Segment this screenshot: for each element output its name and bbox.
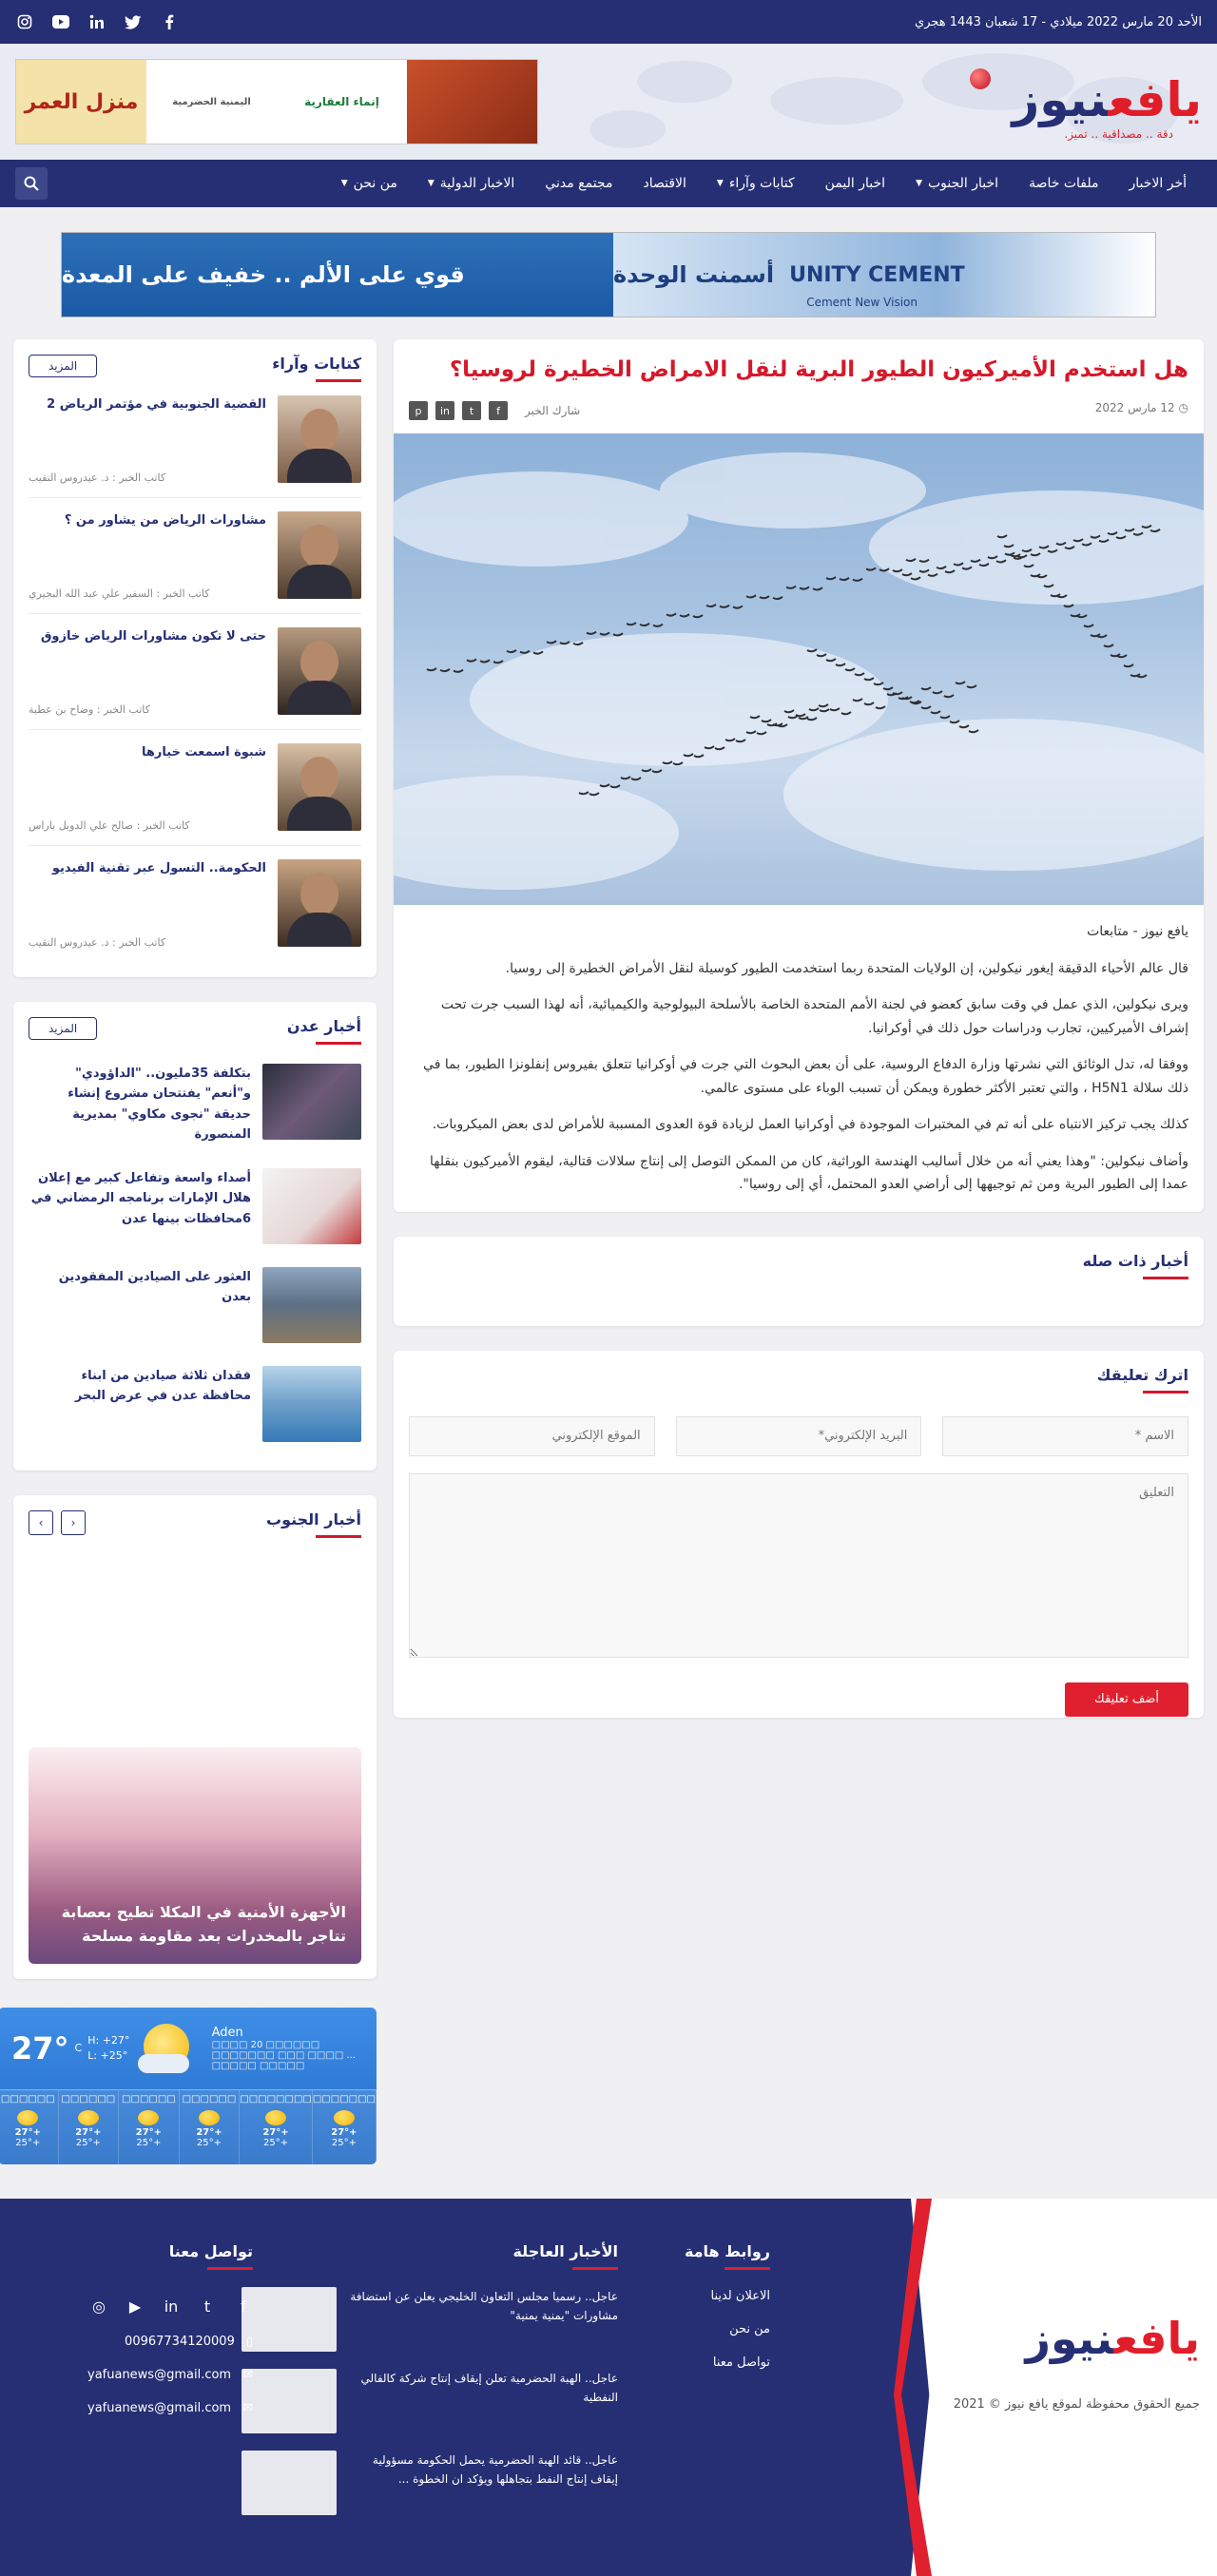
bird-shape [600,784,609,786]
article-paragraph: وأضاف نيكولين: "وهذا يعني أنه من خلال أساليب الهندسة الوراثية، كان من الممكن التوصل إلى إنتاج سلالات قتالية، ليقوم الأميركيون بنقلها عمدا إلى الطيور البرية ومن ثم توجيهها إلى أراضي العدو المحتمل، أي إلى روسيا". [429,1153,1188,1193]
nav-item-label: اخبار اليمن [824,176,886,191]
bird-shape [520,651,530,653]
ad-left-text: اليمنية الحضرمية [146,60,277,144]
footer-logo-red: يافع [1113,2313,1200,2364]
bird-shape [653,625,663,626]
nav-item[interactable] [702,176,810,191]
footer-link[interactable]: تواصل معنا [712,2355,770,2370]
unity-cement-ad [613,233,1155,317]
bird-shape [760,596,769,598]
nav-item-label: اخبار الجنوب [927,176,999,191]
forecast-day [119,2090,180,2164]
share-facebook-icon[interactable]: f [489,401,508,420]
mail-icon: ✉ [242,2368,253,2382]
bird-shape [940,716,950,718]
bird-shape [666,614,676,616]
comment-textarea[interactable] [409,1473,1188,1658]
footer-email2-row [44,2401,253,2415]
unity-sub-text: Cement New Vision [806,296,918,309]
sun-icon [78,2110,99,2125]
article-meta [409,401,1188,420]
bird-shape [547,642,556,644]
south-title: أخبار الجنوب [266,1510,361,1538]
instagram-icon[interactable] [15,12,34,31]
clock-icon: ◷ [1174,401,1188,415]
bird-shape [600,633,609,635]
footer-contact-col [44,2242,253,2415]
forecast-day-name: □□□□□□ [182,2093,237,2105]
globe-icon [970,68,991,89]
article-paragraph: كذلك يجب تركيز الانتباه على أنه تم في المختبرات الموجودة في أوكرانيا العمل لزيادة قوة العدوى المسببة للأمراض لدى بعض الميكروبات. [432,1117,1188,1133]
logo-tagline: دقة .. مصداقية .. تميز. [1064,127,1173,141]
aden-title: أخبار عدن [287,1017,361,1045]
opinion-title: شبوة اسمعت خيارها [142,745,266,759]
bird-shape [883,687,893,689]
aden-list [29,1054,361,1455]
opinion-author: كاتب الخبر : صالح علي الدويل باراس [29,819,190,832]
top-bar [0,0,1217,44]
weather-temp: 27° [11,2029,69,2067]
bird-shape [746,596,756,598]
nav-item-label: أخر الاخبار [1129,176,1187,191]
bird-shape [1124,664,1133,666]
sun-icon [199,2110,220,2125]
comment-form-title: اترك تعليقك [1097,1366,1188,1394]
bird-shape [733,606,743,608]
bird-shape [680,615,689,617]
footer-email2[interactable]: yafuanews@gmail.com [87,2401,232,2415]
forecast-day [240,2090,313,2164]
opinions-title: كتابات وآراء [272,355,361,382]
news-thumbnail [262,1267,361,1343]
forecast-day [180,2090,241,2164]
bird-shape [720,606,729,607]
forecast-low: 25°+ [136,2137,162,2148]
article-date-text: 12 مارس 2022 [1094,401,1175,415]
ad-building-image [407,60,537,144]
chevron-down-icon: ▼ [716,179,724,188]
footer-breaking-title: الأخبار العاجلة [512,2242,618,2270]
phone-icon: ▯ [245,2335,253,2349]
article-paragraph: قال عالم الأحياء الدقيقة إيغور نيكولين، إن الولايات المتحدة ربما استخدمت الطيور كوسيلة لنقل الأمراض الخطيرة إلى روسيا. [505,960,1188,976]
nav-item[interactable] [628,176,701,191]
sun-icon [334,2110,355,2125]
nav-item-label: ملفات خاصة [1029,176,1099,191]
forecast-high: 27°+ [135,2126,163,2138]
nav-item[interactable] [900,176,1014,191]
date-text: الأحد 20 مارس 2022 ميلادي - 17 شعبان 1443 هجري [915,14,1202,29]
bird-shape [1104,644,1113,646]
bird-shape [507,650,516,652]
aden-news-item[interactable] [29,1054,361,1159]
website-field[interactable] [409,1416,655,1456]
footer-twitter-icon[interactable]: t [203,2297,211,2316]
opinion-author: كاتب الخبر : د. عيدروس النقيب [29,936,166,949]
opinion-title: الحكومة.. التسول عبر تقنية الفيديو [51,861,266,875]
next-arrow-icon[interactable]: › [61,1510,86,1535]
aden-news-card [13,1002,377,1471]
author-photo [278,395,361,483]
bird-shape [652,770,662,772]
opinion-item[interactable] [29,498,361,614]
comment-inputs-row [409,1416,1188,1456]
main-column [394,339,1204,1718]
nav-item[interactable] [326,176,413,191]
footer-logo-dark: نيوز [1025,2313,1114,2364]
south-news-card [13,1495,377,1979]
opinion-title: حتى لا تكون مشاورات الرياض خازوق [40,629,266,644]
forecast-high: 27°+ [75,2126,102,2138]
mail-icon: ✉ [242,2401,253,2415]
unity-en-text: UNITY CEMENT [789,262,965,287]
nav-item-label: مجتمع مدني [545,176,613,191]
news-thumbnail [262,1064,361,1140]
opinion-author: كاتب الخبر : وضاح بن عطية [29,703,150,716]
author-photo [278,511,361,599]
footer-instagram-icon[interactable]: ◎ [92,2297,106,2316]
author-photo [278,859,361,947]
nav-item-label: كتابات وآراء [728,176,795,191]
forecast-day-name: □□□□□□□ [312,2093,376,2105]
opinion-item[interactable] [29,382,361,498]
footer-link[interactable]: من نحن [729,2322,770,2336]
opinion-title: مشاورات الرياض من يشاور من ؟ [64,513,266,528]
bird-shape [893,692,902,694]
logo-red-text: يافع [1108,72,1202,127]
forecast-day-name: □□□□□□ [122,2093,176,2105]
chevron-down-icon: ▼ [340,179,348,188]
painkiller-ad [62,233,613,317]
main-nav [0,160,1217,207]
nav-item[interactable] [810,176,900,191]
footer-links-col [628,2242,770,2370]
breaking-news-item[interactable] [241,2287,618,2352]
bird-shape [631,778,641,779]
weather-high: H: +27° [87,2034,130,2047]
bird-shape [826,577,836,579]
bird-shape [427,668,436,670]
breaking-news-text: عاجل.. رسميا مجلس التعاون الخليجي يعلن عن استضافة مشاورات "يمنية يمنية" [350,2290,618,2323]
facebook-icon[interactable] [160,12,179,31]
linkedin-icon[interactable] [87,12,106,31]
bird-shape [706,605,716,606]
weather-line3: □□□□□ □□□□□ [211,2060,305,2071]
author-photo [278,743,361,831]
forecast-day [0,2090,59,2164]
news-thumbnail [262,1168,361,1244]
bird-shape [440,669,450,671]
bird-shape [467,660,476,662]
footer-socials [44,2297,253,2316]
bird-shape [933,691,942,693]
related-news-card [394,1237,1204,1326]
bird-shape [587,632,596,634]
forecast-low: 25°+ [75,2137,101,2148]
breaking-news-text: عاجل.. الهبة الحضرمية تعلن إيقاف إنتاج شركة كالفالي النفطية [360,2372,618,2405]
author-photo [278,627,361,715]
bird-shape [480,661,490,663]
chevron-down-icon: ▼ [427,179,435,188]
share-bar [409,401,580,420]
search-icon [24,176,39,191]
aden-news-title: أصداء واسعة وتفاعل كبير مع إعلان هلال الإمارات برنامجه الرمضاني في 6محافظات بينها عدن [30,1170,251,1226]
south-slide[interactable] [29,1747,361,1964]
share-pinterest-icon[interactable]: p [409,401,428,420]
bird-shape [560,642,570,644]
youtube-icon[interactable] [51,12,70,31]
bird-shape [493,661,503,663]
related-title: أخبار ذات صله [1083,1252,1188,1279]
opinions-list [29,382,361,962]
aden-news-item[interactable] [29,1258,361,1356]
footer-phone[interactable]: 00967734120009 [125,2335,235,2349]
bird-shape [967,685,976,687]
email-field[interactable] [676,1416,922,1456]
opinion-item[interactable] [29,730,361,846]
banner-advertisement[interactable] [61,232,1156,317]
opinion-author: كاتب الخبر : السفير علي عبد الله البجيري [29,587,210,600]
sidebar [0,339,377,2164]
aden-news-title: فقدان ثلاثة صيادين من ابناء محافظة عدن في عرض البحر [74,1368,251,1404]
sun-cloud-icon [138,2022,199,2075]
breaking-news-item[interactable] [241,2369,618,2433]
forecast-high: 27°+ [14,2126,41,2138]
nav-item-label: الاقتصاد [643,176,686,191]
footer-email1-row [44,2368,253,2382]
bird-shape [454,670,463,672]
forecast-day-name: □□□□□□□□ [240,2093,312,2105]
footer-youtube-icon[interactable]: ▶ [128,2297,142,2316]
weather-low: L: +25° [87,2048,128,2062]
weather-line1: □□□□ 20 □□□□□□ [211,2039,320,2050]
footer-linkedin-icon[interactable]: in [164,2297,179,2316]
bird-shape [931,711,940,713]
aden-news-item[interactable] [29,1356,361,1455]
opinion-item[interactable] [29,846,361,962]
forecast-low: 25°+ [262,2137,289,2148]
breaking-news-thumbnail [241,2369,337,2433]
footer-email1[interactable]: yafuanews@gmail.com [87,2368,232,2382]
site-logo[interactable] [974,59,1202,144]
bird-shape [627,623,636,625]
bird-shape [813,588,822,590]
sun-icon [138,2110,159,2125]
bird-shape [642,769,651,771]
forecast-day [313,2090,377,2164]
submit-comment-button[interactable]: أضف تعليقك [1065,1682,1188,1717]
aden-news-title: بتكلفة 35مليون.. "الداؤودي" و"أنعم" يفتتحان مشروع إنشاء حديقة "نجوى مكاوي" بمديرية المنصورة [68,1067,251,1143]
article-body [409,905,1188,1197]
footer-facebook-icon[interactable]: f [241,2297,246,2316]
bird-shape [786,586,796,588]
bird-shape [773,597,782,599]
bird-shape [640,624,649,625]
bird-shape [1064,605,1073,606]
nav-item[interactable] [1014,176,1113,191]
news-thumbnail [262,1366,361,1442]
bird-shape [693,615,703,617]
search-button[interactable] [15,167,48,200]
ad-right-text: منزل العمر [16,60,146,144]
forecast-high: 27°+ [196,2126,222,2138]
article-paragraph: ويرى نيكولين، الذي عمل في وقت سابق كعضو في لجنة الأمم المتحدة الخاصة بالأسلحة البيولوجية والكيميائية، أنه لهذا السبب جرت تحت إشراف الأميركيين، تجارب ودراسات حول ذلك في أوكرانيا. [440,997,1188,1036]
footer-phone-row [44,2335,253,2349]
ad-mid-text: إنماء العقارية [277,60,407,144]
slider-arrows [29,1510,86,1535]
twitter-icon[interactable] [124,12,143,31]
header-advertisement[interactable] [15,59,538,144]
nav-item[interactable] [1114,176,1203,191]
forecast-day-name: □□□□□□ [0,2093,55,2105]
opinion-title: القضية الجنوبية في مؤتمر الرياض 2 [47,397,266,412]
article-date [1095,401,1188,414]
article-title: هل استخدم الأميركيون الطيور البرية لنقل الامراض الخطيرة لروسيا؟ [449,357,1188,382]
bird-shape [621,777,630,779]
bird-shape [921,687,931,689]
footer-link[interactable]: الاعلان لدينا [710,2289,770,2303]
bird-shape [853,579,862,581]
article-photo-birds [394,433,1204,905]
bird-shape [866,568,876,570]
forecast-high: 27°+ [331,2126,357,2138]
forecast-day [59,2090,120,2164]
weather-unit: C [74,2042,83,2055]
footer-logo[interactable] [943,2313,1200,2415]
site-footer [0,2199,1217,2576]
footer-links-title: روابط هامة [685,2242,770,2270]
share-twitter-icon[interactable]: t [462,401,481,420]
nav-item-label: الاخبار الدولية [439,176,515,191]
opinion-author: كاتب الخبر : د. عيدروس النقيب [29,471,166,484]
bird-shape [800,587,809,589]
aden-news-item[interactable] [29,1159,361,1258]
weather-city: Aden [211,2025,243,2040]
share-label: شارك الخبر [525,404,581,418]
bird-shape [613,634,623,636]
article-card [394,339,1204,1212]
breaking-news-text: عاجل.. قائد الهبة الحضرمية يحمل الحكومة مسؤولية إيقاف إنتاج النفط بتجاهلها ويؤكد ان الخطوة ... [372,2453,618,2487]
forecast-high: 27°+ [262,2126,289,2138]
bird-shape [1084,625,1093,626]
name-field[interactable] [942,1416,1188,1456]
sun-icon [265,2110,286,2125]
bird-shape [921,706,931,708]
chevron-down-icon: ▼ [916,179,922,188]
forecast-low: 25°+ [15,2137,41,2148]
bird-shape [956,682,965,683]
forecast-low: 25°+ [196,2137,222,2148]
logo-dark-text: نيوز [1012,72,1109,127]
forecast-day-name: □□□□□□ [61,2093,116,2105]
footer-contact-title: تواصل معنا [169,2242,253,2270]
opinion-item[interactable] [29,614,361,730]
bird-shape [944,695,954,697]
nav-item[interactable] [413,176,530,191]
aden-news-title: العثور على الصيادين المفقودين بعدن [58,1269,251,1305]
aden-more-button[interactable]: المزيد [29,1017,97,1040]
share-linkedin-icon[interactable]: in [435,401,454,420]
breaking-news-thumbnail [241,2451,337,2515]
breaking-news-item[interactable] [241,2451,618,2515]
nav-list [15,176,1202,191]
opinions-card [13,339,377,977]
bird-shape [840,578,849,580]
breaking-news-thumbnail [241,2287,337,2352]
forecast-low: 25°+ [331,2137,357,2148]
opinions-more-button[interactable]: المزيد [29,355,97,377]
weather-widget [0,2008,377,2164]
nav-item[interactable] [530,176,628,191]
weather-line2: □□□□□□□ □□□ □□□□ ... [211,2049,356,2061]
unity-ar-text: أسمنت الوحدة [613,261,775,288]
article-paragraph: ووفقا له، تدل الوثائق التي نشرتها وزارة الدفاع الروسية، على أن بعض البحوث التي جرت في أوكرانيا تتعلق بفيروس إنفلونزا الطيور، بما في ذلك سلالة H5N1 ، والتي تعتبر الأكثر خطورة ويمكن أن تسبب الوباء على مستوى عالمي. [423,1057,1188,1096]
nav-item-label: من نحن [353,176,397,191]
top-socials [15,12,179,31]
south-slide-caption: الأجهزة الأمنية في المكلا تطيح بعصابة تتاجر بالمخدرات بعد مقاومة مسلحة [61,1903,346,1945]
comment-form [394,1351,1204,1718]
birds-illustration [394,433,1204,905]
site-header [0,44,1217,160]
copyright-text: جميع الحقوق محفوظة لموقع يافع نيوز © 2021 [953,2397,1200,2412]
weather-forecast [0,2089,377,2164]
prev-arrow-icon[interactable]: ‹ [29,1510,53,1535]
painkiller-text: قوي على الألم .. خفيف على المعدة [62,261,465,288]
sun-icon [17,2110,38,2125]
article-paragraph: يافع نيوز - متابعات [1087,924,1188,940]
bird-shape [610,785,620,787]
footer-breaking-col [238,2242,618,2515]
